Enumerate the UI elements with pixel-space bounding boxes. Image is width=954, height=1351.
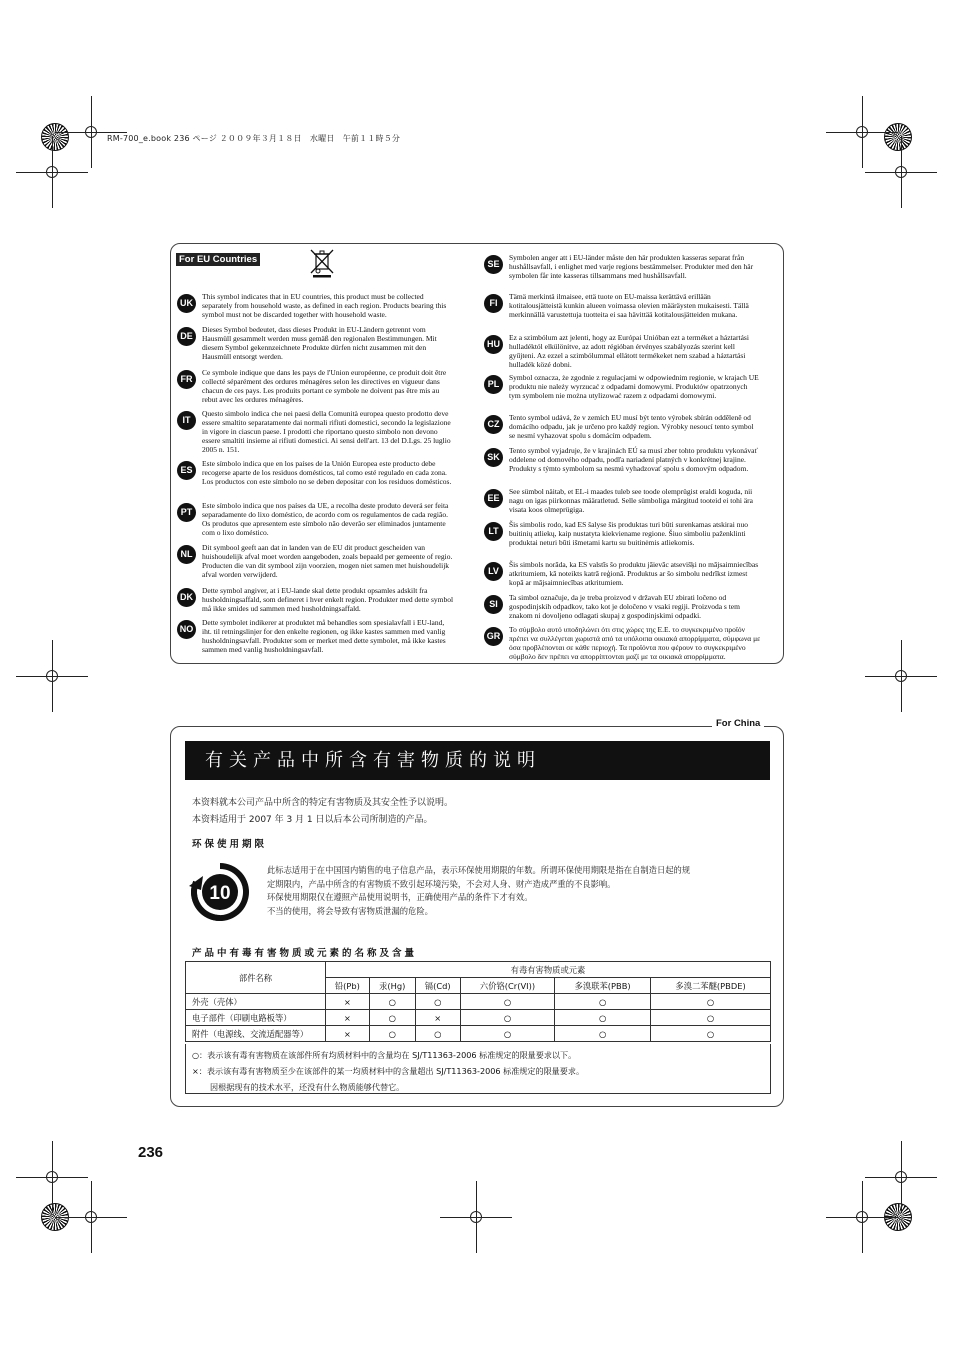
table-cell: ○ <box>415 1026 460 1042</box>
table-cell: ○ <box>651 1010 771 1026</box>
country-code-badge: FI <box>484 294 503 313</box>
table-col-header: 铅(Pb) <box>326 978 370 994</box>
country-code-badge: PT <box>177 503 196 522</box>
eu-entry-text: Ta simbol označuje, da je treba proizvod v državah EU zbirati ločeno od gospodinjskih odpadkov, tako kot je določeno v vsaki regiji. Proizvoda s tem znakom ni dovoljeno odlagati skupaj z gospodinjskimi odpadki. <box>509 593 740 620</box>
country-code-badge: UK <box>177 294 196 313</box>
table-cell: ○ <box>460 1026 554 1042</box>
page-number: 236 <box>138 1144 164 1161</box>
table-row-name: 外壳（壳体） <box>186 994 326 1010</box>
china-banner-title: 有关产品中所含有害物质的说明 <box>185 741 770 780</box>
epup-line: 此标志适用于在中国国内销售的电子信息产品，表示环保使用期限的年数。所谓环保使用期限是指在自制造日起的规 <box>267 865 691 875</box>
country-code-badge: LV <box>484 562 503 581</box>
country-code-badge: CZ <box>484 415 503 434</box>
table-header-part: 部件名称 <box>186 962 326 994</box>
starburst-mark-icon <box>884 123 912 151</box>
epup-line: 不当的使用，将会导致有害物质泄漏的危险。 <box>267 905 433 916</box>
table-cell: ○ <box>415 994 460 1010</box>
country-code-badge: PL <box>484 375 503 394</box>
hazard-table-heading: 产品中有毒有害物质或元素的名称及含量 <box>192 948 418 959</box>
table-cell: ○ <box>460 1010 554 1026</box>
china-intro-2: 本资料适用于 2007 年 3 月 1 日以后本公司所制造的产品。 <box>192 815 433 825</box>
eu-entry-text: Tento symbol udává, že v zemích EU musí být tento výrobek sbírán odděleně od domácího odpadu, jak je určeno pro každý region. Výrobky nesoucí tento symbol se nesmí vyhazovat spolu s domácím odpadem. <box>509 413 754 440</box>
table-cell: × <box>326 1010 370 1026</box>
eu-entry-text: Šis simbolis rodo, kad ES šalyse šis produktas turi būti surenkamas atskirai nuo buitinių atliekų, kaip nustatyta kiekviename regione. Šiuo simboliu paženklinti produktai neturi būti išmetami kartu su buitinėmis atliekomis. <box>509 520 748 547</box>
eu-entry-text: See sümbol näitab, et EL-i maades tuleb see toode olemprügist eraldi koguda, nii nagu on igas piirkonnas määratletud. Selle sümboliga märgitud tooteid ei tohi ära visata koos olmeprügiga. <box>509 487 753 514</box>
table-cell: × <box>415 1010 460 1026</box>
table-cell: ○ <box>651 1026 771 1042</box>
eu-entry-text: Este símbolo indica que nos países da UE, a recolha deste produto deverá ser feita separadamente do lixo doméstico, de acordo com os regulamentos de cada região. Os produtos que apresentem este símbolo não deverão ser eliminados juntamente com o lixo doméstico. <box>202 501 449 537</box>
country-code-badge: NO <box>177 620 196 639</box>
hazardous-substance-table <box>185 961 771 1042</box>
country-code-badge: SK <box>484 448 503 467</box>
country-code-badge: DE <box>177 327 196 346</box>
table-row-name: 电子部件（印刷电路板等） <box>186 1010 326 1026</box>
file-info-header: RM-700_e.book 236 ページ ２００９年３月１８日 水曜日 午前１１時５分 <box>107 134 401 143</box>
country-code-badge: EE <box>484 489 503 508</box>
epup-description <box>267 864 690 918</box>
table-row-name: 附件（电源线、交流适配器等） <box>186 1026 326 1042</box>
eu-entry-text: Šis simbols norāda, ka ES valstīs šo produktu jāievāc atsevišķi no mājsaimniecības atkritumiem, kā noteikts katrā reģionā. Produktus ar šo simbolu nedrīkst izmest kopā ar mājsaimniecības atkritumiem. <box>509 560 759 587</box>
country-code-badge: LT <box>484 522 503 541</box>
epup-line: 环保使用期限仅在遵照产品使用说明书，正确使用产品的条件下才有效。 <box>267 892 533 902</box>
table-row <box>186 1026 771 1042</box>
note-line: ○：表示该有毒有害物质在该部件所有均质材料中的含量均在 SJ/T11363-2006 标准规定的限量要求以下。 <box>192 1050 577 1060</box>
starburst-mark-icon <box>41 123 69 151</box>
table-col-header: 多溴二苯醚(PBDE) <box>651 978 771 994</box>
table-cell: ○ <box>369 1026 415 1042</box>
table-cell: ○ <box>555 1026 651 1042</box>
country-code-badge: NL <box>177 545 196 564</box>
country-code-badge: SE <box>484 255 503 274</box>
eu-section-title: For EU Countries <box>176 253 260 266</box>
eu-entry-text: Symbolen anger att i EU-länder måste den här produkten kasseras separat från hushållsavfall, i enlighet med varje regions bestämmelser. Produkter med den här symbolen får inte kasseras tillsammans med hushållsavfall. <box>509 253 754 280</box>
table-cell: × <box>326 1026 370 1042</box>
note-line: ×：表示该有毒有害物质至少在该部件的某一均质材料中的含量超出 SJ/T11363-2006 标准规定的限量要求。 <box>192 1066 585 1076</box>
eu-entry-text: Ez a szimbólum azt jelenti, hogy az Európai Unióban ezt a terméket a háztartási hulladéktól elkülönítve, az adott régióban érvényes szabályozás szerint kell gyűjteni. Az ezzel a szimbólummal ellátott termékeket nem szabad a háztartási hulladék közé dobni. <box>509 333 749 369</box>
eu-entry-text: Dette symbolet indikerer at produktet må behandles som spesialavfall i EU-land, iht. til retningslinjer for den enkelte regionen, og ikke kastes sammen med vanlig husholdningsavfall. Produkter som er merket med dette symbolet, må ikke kastes sammen med vanlig husholdningsavfall. <box>202 618 446 654</box>
table-cell: ○ <box>460 994 554 1010</box>
eu-entry-text: Dieses Symbol bedeutet, dass dieses Produkt in EU-Ländern getrennt vom Hausmüll gesammelt werden muss gemäß den regionalen Bestimmungen. Mit diesem Symbol gekennzeichnete Produkte dürfen nicht zusammen mit den Hausmüll entsorgt werden. <box>202 325 437 361</box>
china-intro-1: 本资料就本公司产品中所含的特定有害物质及其安全性予以说明。 <box>192 798 454 808</box>
country-code-badge: SI <box>484 595 503 614</box>
table-col-header: 多溴联苯(PBB) <box>555 978 651 994</box>
epup-10-year-icon <box>187 860 253 924</box>
eu-entry-text: This symbol indicates that in EU countries, this product must be collected separately from household waste, as defined in each region. Products bearing this symbol must not be discarded together with household waste. <box>202 292 447 319</box>
table-cell: ○ <box>651 994 771 1010</box>
eu-entry-text: Este símbolo indica que en los países de la Unión Europea este producto debe recogerse aparte de los residuos domésticos, tal como esté regulado en cada zona. Los productos con este símbolo no se deben depositar con los residuos domésticos. <box>202 459 452 486</box>
table-cell: ○ <box>555 1010 651 1026</box>
epup-line: 定期限内，产品中所含的有害物质不致引起环境污染，不会对人身、财产造成严重的不良影响。 <box>267 878 616 889</box>
crossed-out-wheelie-bin-icon <box>308 248 336 278</box>
eu-entry-text: Tämä merkintä ilmaisee, että tuote on EU-maissa kerättävä erillään kotitalousjätteistä kunkin alueen voimassa olevien määräysten mukaisesti. Tällä merkinnällä varustettuja tuotteita ei saa hävittää kotitalousjätteiden mukana. <box>509 292 749 319</box>
country-code-badge: IT <box>177 411 196 430</box>
eu-entry-text: Questo simbolo indica che nei paesi della Comunità europea questo prodotto deve essere smaltito separatamente dai normali rifiuti domestici, secondo la legislazione in vigore in ciascun paese. I prodotti che riportano questo simbolo non devono essere smaltiti insieme ai rifiuti domestici. Ai sensi dell'art. 13 del D.Lgs. 25 luglio 2005 n. 151. <box>202 409 451 454</box>
eu-entry-text: Dit symbool geeft aan dat in landen van de EU dit product gescheiden van huishoudelijk afval moet worden aangeboden, zoals bepaald per gemeente of regio. Producten die van dit symbool zijn voorzien, mogen niet samen met huishoudelijk afval worden verwijderd. <box>202 543 453 579</box>
eu-entry-text: Symbol oznacza, że zgodnie z regulacjami w odpowiednim regionie, w krajach UE produktu nie należy wyrzucać z odpadami domowymi. Produktów opatrzonych tym symbolem nie można utylizować razem z odpadami domowymi. <box>509 373 759 400</box>
hazard-table-notes <box>185 1044 771 1094</box>
table-col-header: 镉(Cd) <box>415 978 460 994</box>
table-cell: ○ <box>369 994 415 1010</box>
table-row <box>186 994 771 1010</box>
note-line: 因根据现有的技术水平，还没有什么物质能够代替它。 <box>210 1082 405 1092</box>
eu-entry-text: Το σύμβολο αυτό υποδηλώνει ότι στις χώρες της Ε.Ε. το συγκεκριμένο προϊόν πρέπει να συλλέγεται χωριστά από τα υπόλοιπα οικιακά απορρίμματα, σύμφωνα με όσα προβλέπονται σε κάθε περιοχή. Τα προϊόντα που φέρουν το συγκεκριμένο σύμβολο δεν πρέπει να απορρίπτονται μαζί με τα οικιακά απορρίμματα. <box>509 625 761 661</box>
table-header-group: 有毒有害物质或元素 <box>326 962 771 978</box>
country-code-badge: ES <box>177 461 196 480</box>
eu-entry-text: Tento symbol vyjadruje, že v krajinách EÚ sa musí zber tohto produktu vykonávať oddelene od domového odpadu, podľa nariadení platných v konkrétnej krajine. Produkty s týmto symbolom sa nesmú vyhadzovať spolu s domovým odpadom. <box>509 446 758 473</box>
eu-entry-text: Dette symbol angiver, at i EU-lande skal dette produkt opsamles adskilt fra husholdningsaffald, som defineret i hver enkelt region. Produkter med dette symbol må ikke smides ud sammen med husholdningsaffald. <box>202 586 454 613</box>
epup-icon-number: 10 <box>209 883 231 904</box>
table-cell: × <box>326 994 370 1010</box>
country-code-badge: HU <box>484 335 503 354</box>
table-row <box>186 1010 771 1026</box>
table-cell: ○ <box>369 1010 415 1026</box>
table-cell: ○ <box>555 994 651 1010</box>
table-col-header: 汞(Hg) <box>369 978 415 994</box>
country-code-badge: FR <box>177 370 196 389</box>
epup-heading: 环保使用期限 <box>192 839 268 850</box>
eu-entry-text: Ce symbole indique que dans les pays de l'Union européenne, ce produit doit être collecté séparément des ordures ménagères selon les directives en vigueur dans chacun de ces pays. Les produits portant ce symbole ne doivent pas être mis au rebut avec les ordures ménagères. <box>202 368 447 404</box>
china-section-label: For China <box>712 718 764 729</box>
table-col-header: 六价铬(Cr(VI)) <box>460 978 554 994</box>
country-code-badge: GR <box>484 627 503 646</box>
country-code-badge: DK <box>177 588 196 607</box>
